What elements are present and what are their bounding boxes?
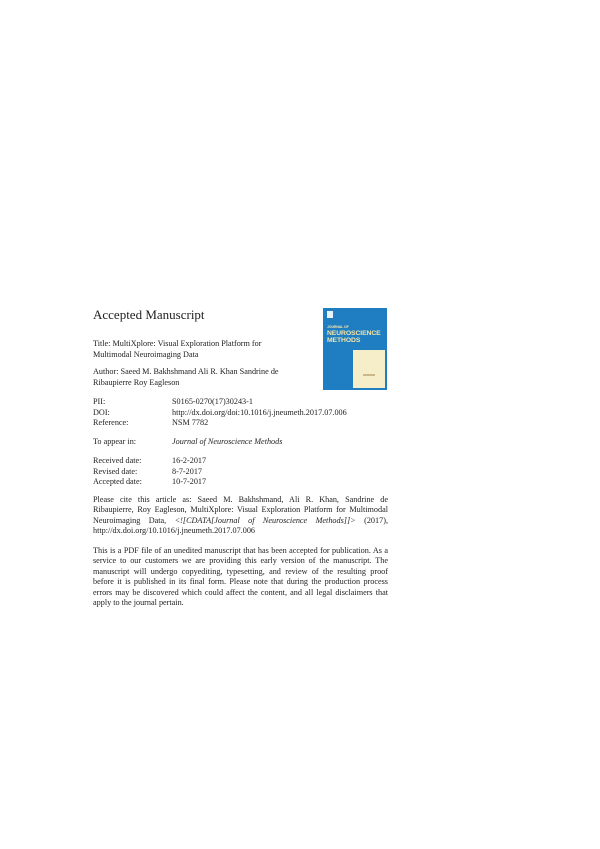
citation-doi-link[interactable]: http://dx.doi.org/10.1016/j.jneumeth.2017.07.006 <box>93 526 256 536</box>
notice-paragraph: This is a PDF file of an unedited manuscript that has been accepted for publication. As a service to our customers we are providing this early version of the manuscript. The manuscript will undergo copyediting, typesetting, and review of the resulting proof before it is published in its final form. Please note that during the production process errors may be discovered which could affect the content, and all legal disclaimers that apply to the journal pertain. <box>93 546 388 608</box>
publisher-logo-icon <box>327 311 333 318</box>
cover-panel-rule <box>363 374 375 376</box>
cover-title: JOURNAL OF NEUROSCIENCE METHODS <box>327 325 381 344</box>
journal-cover-image <box>323 308 387 390</box>
page-heading: Accepted Manuscript <box>93 307 205 322</box>
citation-paragraph: Please cite this article as: Saeed M. Bakhshmand, Ali R. Khan, Sandrine de Ribaupierre, Roy Eagleson, MultiXplore: Visual Exploration Platform for Multimodal Neuroimaging Data, <![CDATA[Journal of Neuroscience Methods]]> (2017), http://dx.doi.org/10.1016/j.jneumeth.2017.07.006 <box>93 495 388 536</box>
doi-link[interactable]: http://dx.doi.org/doi:10.1016/j.jneumeth.2017.07.006 <box>172 407 347 417</box>
cover-panel <box>353 350 385 388</box>
article-authors: Author: Saeed M. Bakhshmand Ali R. Khan Sandrine de Ribaupierre Roy Eagleson <box>93 367 279 387</box>
manuscript-cover-page: Accepted Manuscript JOURNAL OF NEUROSCIENCE METHODS Title: MultiXplore: Visual Exploration Platform for Multimodal Neuroimaging Data Author: Saeed M. Bakhshmand Ali R. Khan Sandrine de Ribaupierre Roy Eagleson PII: S0165-0270(17)30243-1 DOI: http://dx.doi.org/doi:10.1016/j.jneumeth.2017.07.006 Reference: NSM 7782 To appear in: Journal of Neuroscience Methods Received date: 16-2-2017 Revised date: 8-7-2017 Accepted date: 10-7-2017 Please cite this article as: Saeed M. Bakhshmand, Ali R. Khan, Sandrine de Ribaupierre, Roy Eagleson, MultiXplore: Visual Exploration Platform for Multimodal Neuroimaging Data, <![CDATA[Journal of Neuroscience Methods]]> (2017), http://dx.doi.org/10.1016/j.jneumeth.2017.07.006 This is a PDF file of an unedited manuscript that has been accepted for publication. As a service to our customers we are providing this early version of the manuscript. The manuscript will undergo copyediting, typesetting, and review of the resulting proof before it is published in its final form. Please note that during the production process errors may be discovered which could affect the content, and all legal disclaimers that apply to the journal pertain. <box>93 307 388 608</box>
article-title: Title: MultiXplore: Visual Exploration Platform for Multimodal Neuroimaging Data <box>93 339 262 359</box>
